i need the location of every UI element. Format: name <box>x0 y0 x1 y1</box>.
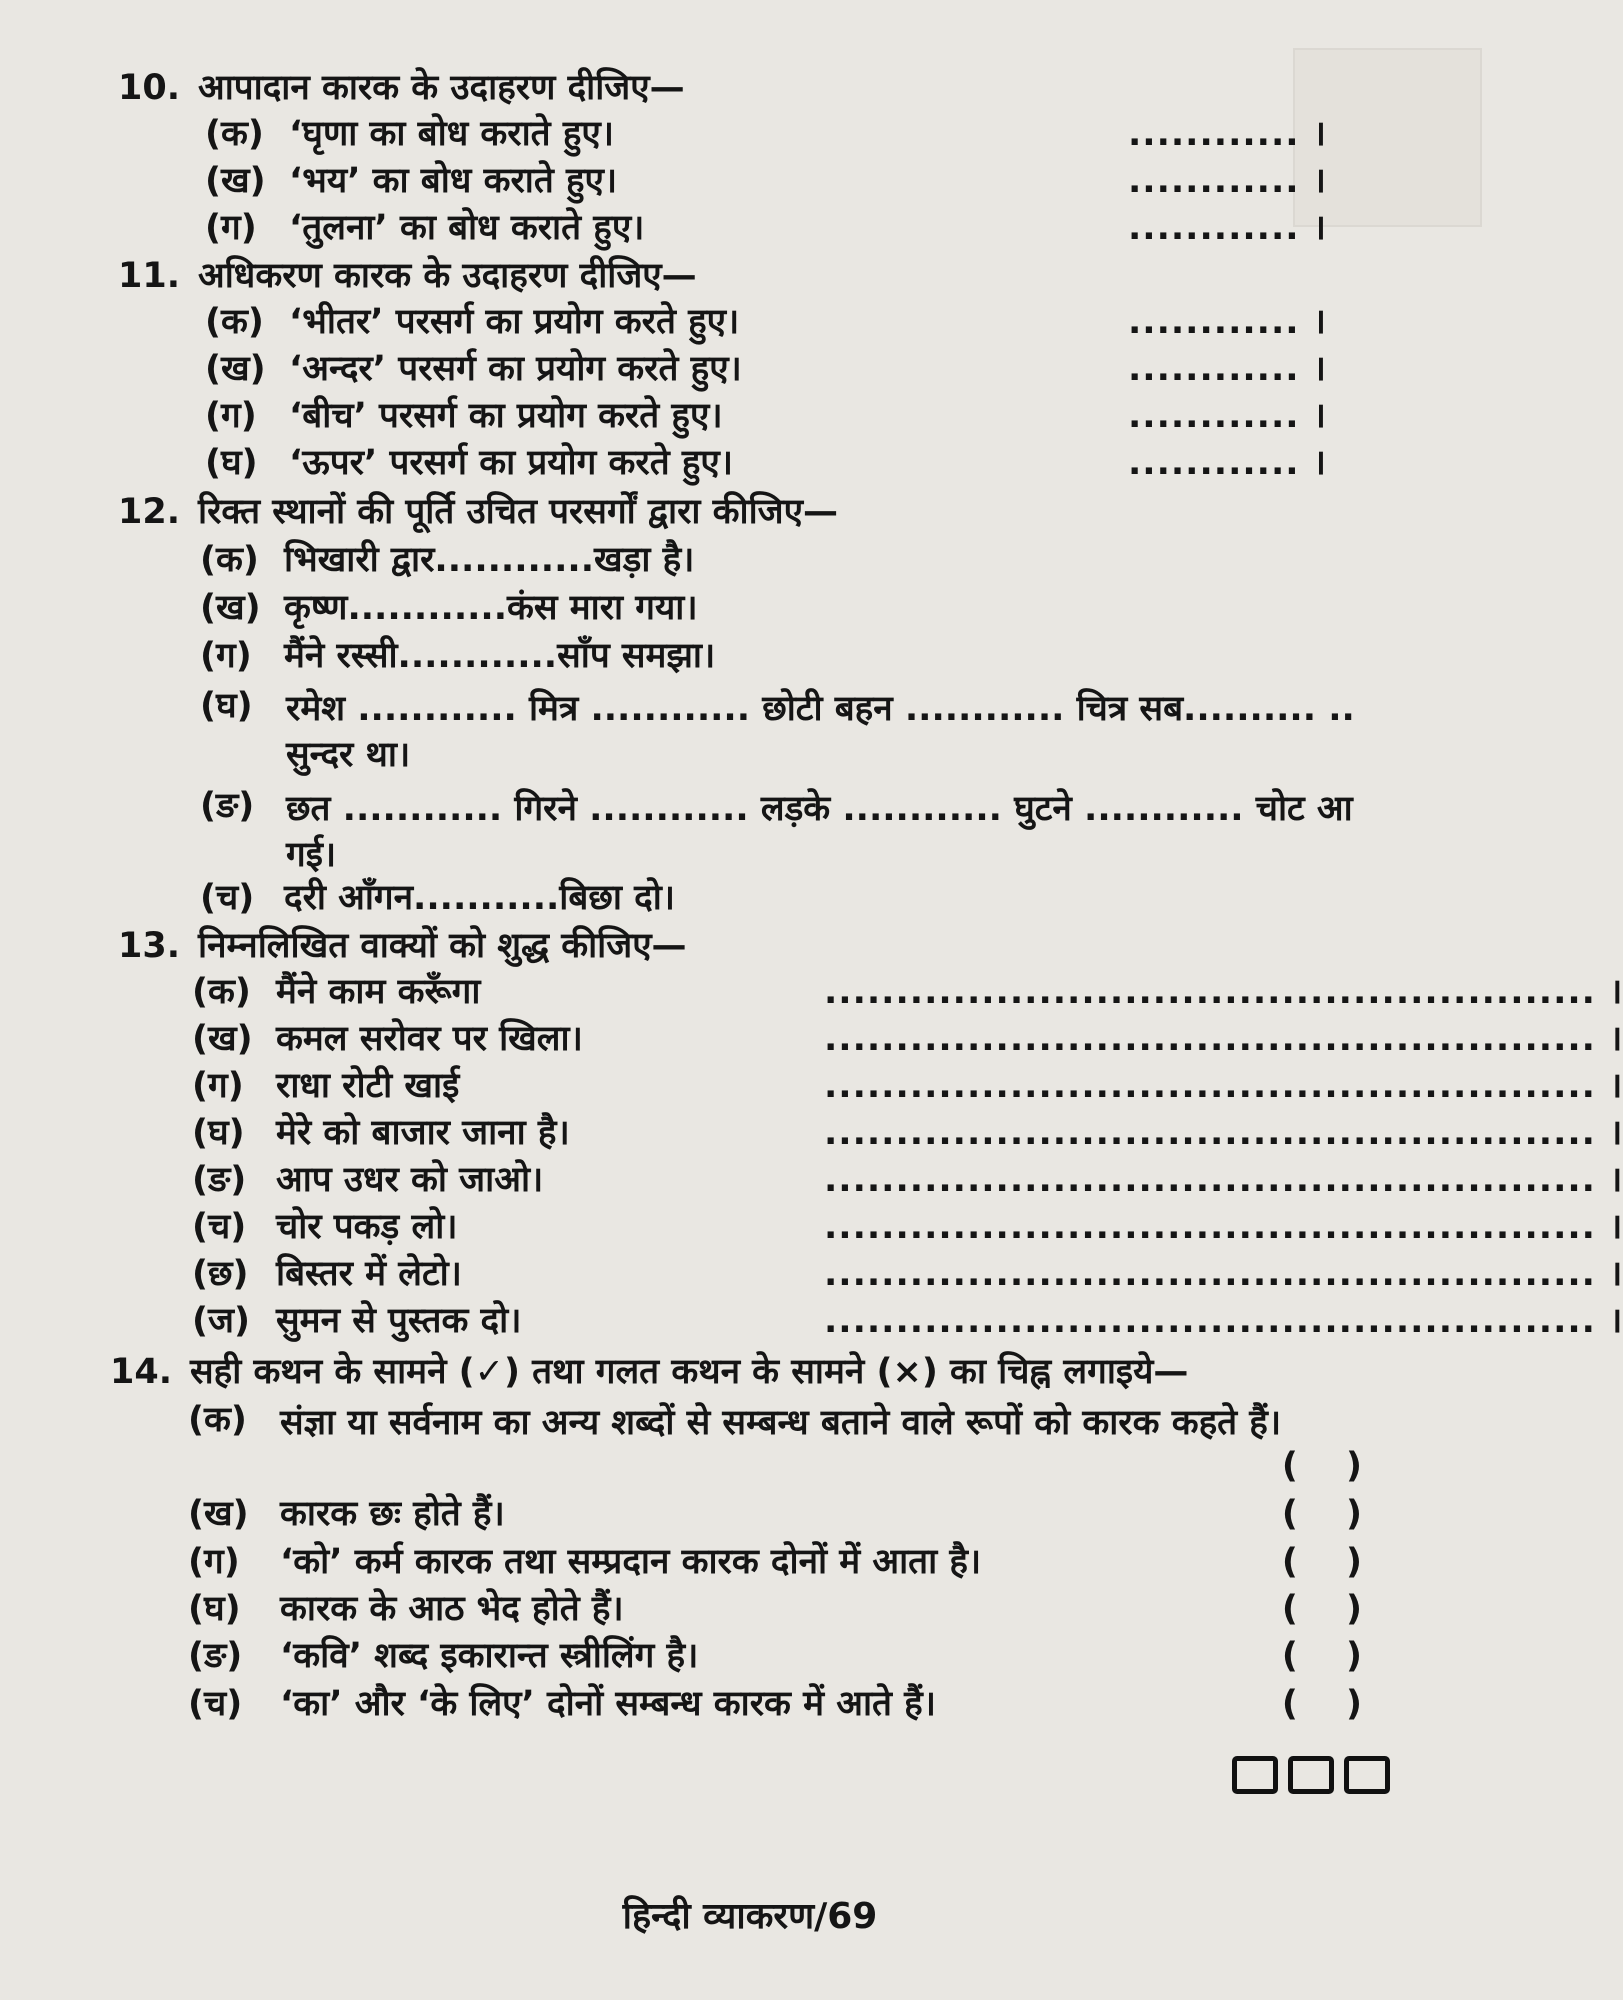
question-title: सही कथन के सामने (✓) तथा गलत कथन के सामने (×) का चिह्न लगाइये— <box>190 1352 1189 1392</box>
item-text: चोर पकड़ लो। <box>276 1207 458 1247</box>
answer-line: ...................................................... । <box>824 1066 1623 1106</box>
answer-line: ...................................................... । <box>824 1019 1623 1059</box>
item-text: कृष्ण............कंस मारा गया। <box>284 588 698 628</box>
item-label: (ख) <box>200 588 261 628</box>
answer-blank: ............ । <box>1128 114 1328 154</box>
item-label: (घ) <box>205 443 258 483</box>
answer-line: ...................................................... । <box>824 1113 1623 1153</box>
q10-item-kha <box>205 161 617 201</box>
item-text: ‘घृणा का बोध कराते हुए। <box>289 114 615 154</box>
question-10-heading <box>118 68 685 108</box>
item-text: कारक छः होते हैं। <box>280 1494 505 1534</box>
answer-blank: ............ । <box>1128 302 1328 342</box>
question-number: 10. <box>118 68 181 108</box>
item-text: कमल सरोवर पर खिला। <box>276 1019 583 1059</box>
item-label: (ङ) <box>200 786 255 826</box>
item-text: मैंने काम करूँगा <box>276 972 481 1012</box>
item-text: सुमन से पुस्तक दो। <box>276 1301 522 1341</box>
item-text: ‘तुलना’ का बोध कराते हुए। <box>289 208 645 248</box>
answer-parentheses: ( ) <box>1281 1542 1380 1582</box>
question-title: निम्नलिखित वाक्यों को शुद्ध कीजिए— <box>198 926 687 966</box>
question-12-heading <box>118 492 838 532</box>
item-label: (ग) <box>200 636 252 676</box>
question-14-heading <box>110 1352 1188 1392</box>
item-label: (क) <box>205 302 264 342</box>
item-label: (ख) <box>192 1019 253 1059</box>
q13-item-ja <box>192 1301 521 1341</box>
question-number: 13. <box>118 926 181 966</box>
square-icon <box>1288 1756 1334 1794</box>
question-11-heading <box>118 256 697 296</box>
q14-item-kha <box>188 1494 505 1534</box>
answer-parentheses: ( ) <box>1281 1684 1380 1724</box>
answer-line: ...................................................... । <box>824 1207 1623 1247</box>
q14-item-ka-label <box>188 1400 272 1440</box>
item-text: ‘भय’ का बोध कराते हुए। <box>289 161 618 201</box>
q11-item-kha <box>205 349 742 389</box>
q13-item-chha <box>192 1254 462 1294</box>
item-text: ‘का’ और ‘के लिए’ दोनों सम्बन्ध कारक में आते हैं। <box>280 1684 936 1724</box>
q12-item-ka <box>200 540 694 580</box>
item-label: (क) <box>205 114 264 154</box>
item-label: (घ) <box>192 1113 245 1153</box>
q14-item-nga <box>188 1636 698 1676</box>
question-number: 11. <box>118 256 181 296</box>
item-text: बिस्तर में लेटो। <box>276 1254 462 1294</box>
q10-item-ka <box>205 114 614 154</box>
item-label: (च) <box>188 1684 243 1724</box>
answer-line: ...................................................... । <box>824 1301 1623 1341</box>
item-label: (क) <box>188 1400 247 1440</box>
item-label: (ग) <box>205 396 257 436</box>
item-label: (क) <box>200 540 259 580</box>
item-text: मैंने रस्सी............साँप समझा। <box>284 636 716 676</box>
answer-parentheses: ( ) <box>1281 1446 1380 1486</box>
q12-item-kha <box>200 588 698 628</box>
q12-item-ga <box>200 636 715 676</box>
q10-item-ga <box>205 208 644 248</box>
q13-item-gha <box>192 1113 570 1153</box>
answer-parentheses: ( ) <box>1281 1494 1380 1534</box>
q14-item-cha <box>188 1684 936 1724</box>
answer-blank: ............ । <box>1128 208 1328 248</box>
item-text: राधा रोटी खाई <box>276 1066 460 1106</box>
q12-item-nga-label <box>200 786 284 826</box>
answer-blank: ............ । <box>1128 443 1328 483</box>
item-label: (ज) <box>192 1301 250 1341</box>
q13-item-kha <box>192 1019 583 1059</box>
item-text: ‘को’ कर्म कारक तथा सम्प्रदान कारक दोनों में आता है। <box>280 1542 982 1582</box>
item-text: कारक के आठ भेद होते हैं। <box>280 1589 624 1629</box>
item-label: (च) <box>192 1207 247 1247</box>
answer-parentheses: ( ) <box>1281 1589 1380 1629</box>
q11-item-gha <box>205 443 733 483</box>
question-number: 12. <box>118 492 181 532</box>
question-title: आपादान कारक के उदाहरण दीजिए— <box>198 68 685 108</box>
answer-line: ...................................................... । <box>824 1160 1623 1200</box>
item-label: (छ) <box>192 1254 249 1294</box>
item-label: (घ) <box>188 1589 241 1629</box>
q12-item-nga-text: छत ............ गिरने ............ लड़के ............ घुटने ............ चोट आ गई। <box>286 789 1353 875</box>
answer-line: ...................................................... । <box>824 1254 1623 1294</box>
item-text: ‘भीतर’ परसर्ग का प्रयोग करते हुए। <box>289 302 740 342</box>
item-text: दरी आँगन...........बिछा दो। <box>284 878 676 918</box>
q14-item-ga <box>188 1542 981 1582</box>
question-number: 14. <box>110 1352 173 1392</box>
q12-item-gha-label <box>200 686 284 726</box>
q11-item-ka <box>205 302 739 342</box>
item-text: मेरे को बाजार जाना है। <box>276 1113 570 1153</box>
q12-item-gha-text: रमेश ............ मित्र ............ छोटी बहन ............ चित्र सब.......... .. सुन्दर था। <box>286 689 1355 775</box>
item-label: (ख) <box>205 161 266 201</box>
q14-item-ka-text: संज्ञा या सर्वनाम का अन्य शब्दों से सम्बन्ध बताने वाले रूपों को कारक कहते हैं। <box>280 1403 1282 1443</box>
item-label: (च) <box>200 878 255 918</box>
item-text: ‘अन्दर’ परसर्ग का प्रयोग करते हुए। <box>289 349 742 389</box>
q13-item-cha <box>192 1207 458 1247</box>
q13-item-ga <box>192 1066 459 1106</box>
item-label: (ख) <box>188 1494 249 1534</box>
q12-item-cha <box>200 878 675 918</box>
item-text: ‘ऊपर’ परसर्ग का प्रयोग करते हुए। <box>289 443 734 483</box>
item-text: भिखारी द्वार............खड़ा है। <box>284 540 695 580</box>
q13-item-ka <box>192 972 480 1012</box>
end-of-section-mark <box>1232 1756 1390 1794</box>
item-label: (ख) <box>205 349 266 389</box>
page-footer: हिन्दी व्याकरण/69 <box>622 1896 878 1937</box>
q14-item-gha <box>188 1589 624 1629</box>
item-label: (ङ) <box>192 1160 247 1200</box>
answer-blank: ............ । <box>1128 161 1328 201</box>
item-text: आप उधर को जाओ। <box>276 1160 544 1200</box>
q11-item-ga <box>205 396 723 436</box>
item-text: ‘कवि’ शब्द इकारान्त स्त्रीलिंग है। <box>280 1636 699 1676</box>
item-label: (ङ) <box>188 1636 243 1676</box>
item-label: (क) <box>192 972 251 1012</box>
item-label: (घ) <box>200 686 253 726</box>
answer-blank: ............ । <box>1128 349 1328 389</box>
item-label: (ग) <box>192 1066 244 1106</box>
item-label: (ग) <box>188 1542 240 1582</box>
item-label: (ग) <box>205 208 257 248</box>
q13-item-nga <box>192 1160 543 1200</box>
item-text: ‘बीच’ परसर्ग का प्रयोग करते हुए। <box>289 396 723 436</box>
answer-line: ...................................................... । <box>824 972 1623 1012</box>
question-title: अधिकरण कारक के उदाहरण दीजिए— <box>198 256 697 296</box>
square-icon <box>1344 1756 1390 1794</box>
square-icon <box>1232 1756 1278 1794</box>
answer-blank: ............ । <box>1128 396 1328 436</box>
question-13-heading <box>118 926 687 966</box>
question-title: रिक्त स्थानों की पूर्ति उचित परसर्गों द्वारा कीजिए— <box>198 492 839 532</box>
answer-parentheses: ( ) <box>1281 1636 1380 1676</box>
